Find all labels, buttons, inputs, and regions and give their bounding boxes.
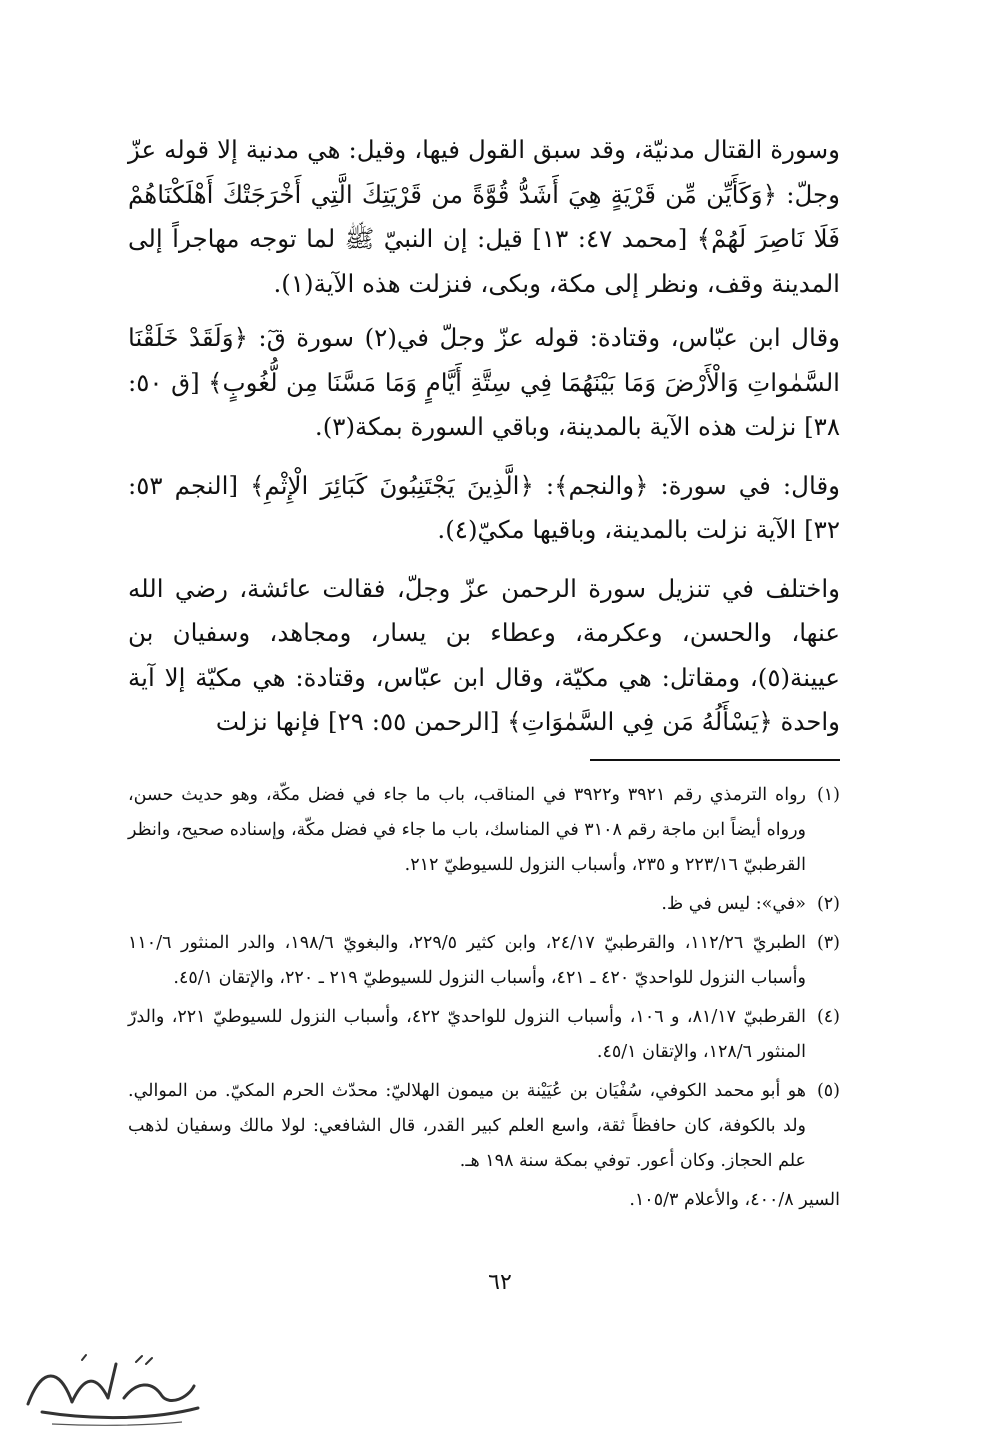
paragraph: وسورة القتال مدنيّة، وقد سبق القول فيها، وقيل: هي مدنية إلا قوله عزّ وجلّ: ﴿وَكَأَيِّن مِّن قَرْيَةٍ هِيَ أَشَدُّ قُوَّةً من قَرْيَتِكَ الَّتِي أَخْرَجَتْكَ أَهْلَكْنَاهُمْ فَلَا نَاصِرَ لَهُمْ﴾ [محمد ٤٧: ١٣] قيل: إن النبيّ ﷺ لما توجه مهاجراً إلى المدينة وقف، ونظر إلى مكة، وبكى، فنزلت هذه الآية(١). <box>128 135 841 298</box>
footnote-continuation: السير ٤٠٠/٨، والأعلام ١٠٥/٣. <box>629 1190 840 1210</box>
paragraph: وقال ابن عبّاس، وقتادة: قوله عزّ وجلّ في(٢) سورة قٓ: ﴿وَلَقَدْ خَلَقْنَا السَّمٰواتِ وَالْأَرْضَ وَمَا بَيْنَهُمَا فِي سِتَّةِ أَيَّامٍ وَمَا مَسَّنَا مِن لُّغُوبٍ﴾ [ق ٥٠: ٣٨] نزلت هذه الآية بالمدينة، وباقي السورة بمكة(٣). <box>128 323 840 441</box>
footnote-text: رواه الترمذي رقم ٣٩٢١ و٣٩٢٢ في المناقب، باب ما جاء في فضل مكّة، وهو حديث حسن، ورواه أيضاً ابن ماجة رقم ٣١٠٨ في المناسك، باب ما جاء في فضل مكّة، وإسناده صحيح، وانظر القرطبيّ ٢٢٣/١٦ و ٢٣٥، وأسباب النزول للسيوطيّ ٢١٢. <box>128 785 806 875</box>
footnote-number: (٤) <box>816 1007 840 1027</box>
footnote-number: (٥) <box>816 1081 840 1101</box>
footnotes <box>128 778 840 1222</box>
footnote-text: هو أبو محمد الكوفي، سُفْيَان بن عُيَيْنة بن ميمون الهلاليّ: محدّث الحرم المكيّ. من الموالي. ولد بالكوفة، كان حافظاً ثقة، واسع العلم كبير القدر، قال الشافعي: لولا مالك وسفيان لذهب علم الحجاز. وكان أعور. توفي بمكة سنة ١٩٨ هـ. <box>128 1081 806 1171</box>
footnote-separator <box>590 759 840 761</box>
footnote-number: (١) <box>816 785 840 805</box>
footnote-number: (٣) <box>816 933 840 953</box>
paragraph: واختلف في تنزيل سورة الرحمن عزّ وجلّ، فقالت عائشة، رضي الله عنها، والحسن، وعكرمة، وعطاء بن يسار، ومجاهد، وسفيان بن عيينة(٥)، ومقاتل: هي مكيّة، وقال ابن عبّاس، وقتادة: هي مكيّة إلا آية واحدة ﴿يَسْأَلُهُ مَن فِي السَّمٰوَاتِ﴾ [الرحمن ٥٥: ٢٩] فإنها نزلت <box>128 573 840 736</box>
footnote <box>128 778 840 883</box>
footnote <box>128 887 840 922</box>
paragraph: وقال: في سورة: ﴿والنجم﴾: ﴿الَّذِينَ يَجْتَنِبُونَ كَبَائِرَ الْإِثْمِ﴾ [النجم ٥٣: ٣٢] الآية نزلت بالمدينة، وباقيها مكيّ(٤). <box>128 470 840 544</box>
page-number: ٦٢ <box>488 1270 512 1295</box>
footnote <box>128 1074 840 1179</box>
main-text <box>128 128 840 759</box>
footnote <box>128 926 840 996</box>
footnote-text: القرطبيّ ٨١/١٧، و ١٠٦، وأسباب النزول للواحديّ ٤٢٢، وأسباب النزول للسيوطيّ ٢٢١، والدرّ المنثور ١٢٨/٦، والإتقان ٤٥/١. <box>128 1007 806 1062</box>
footnote-text: الطبريّ ١١٢/٢٦، والقرطبيّ ٢٤/١٧، وابن كثير ٢٢٩/٥، والبغويّ ١٩٨/٦، والدر المنثور ١١٠/٦ وأسباب النزول للواحديّ ٤٢٠ ـ ٤٢١، وأسباب النزول للسيوطيّ ٢١٩ ـ ٢٢٠، والإتقان ٤٥/١. <box>128 933 806 988</box>
calligraphy-watermark-logo <box>12 1346 212 1430</box>
footnote-number: (٢) <box>816 894 840 914</box>
footnote-text: «في»: ليس في ظ. <box>661 894 806 914</box>
footnote <box>128 1000 840 1070</box>
